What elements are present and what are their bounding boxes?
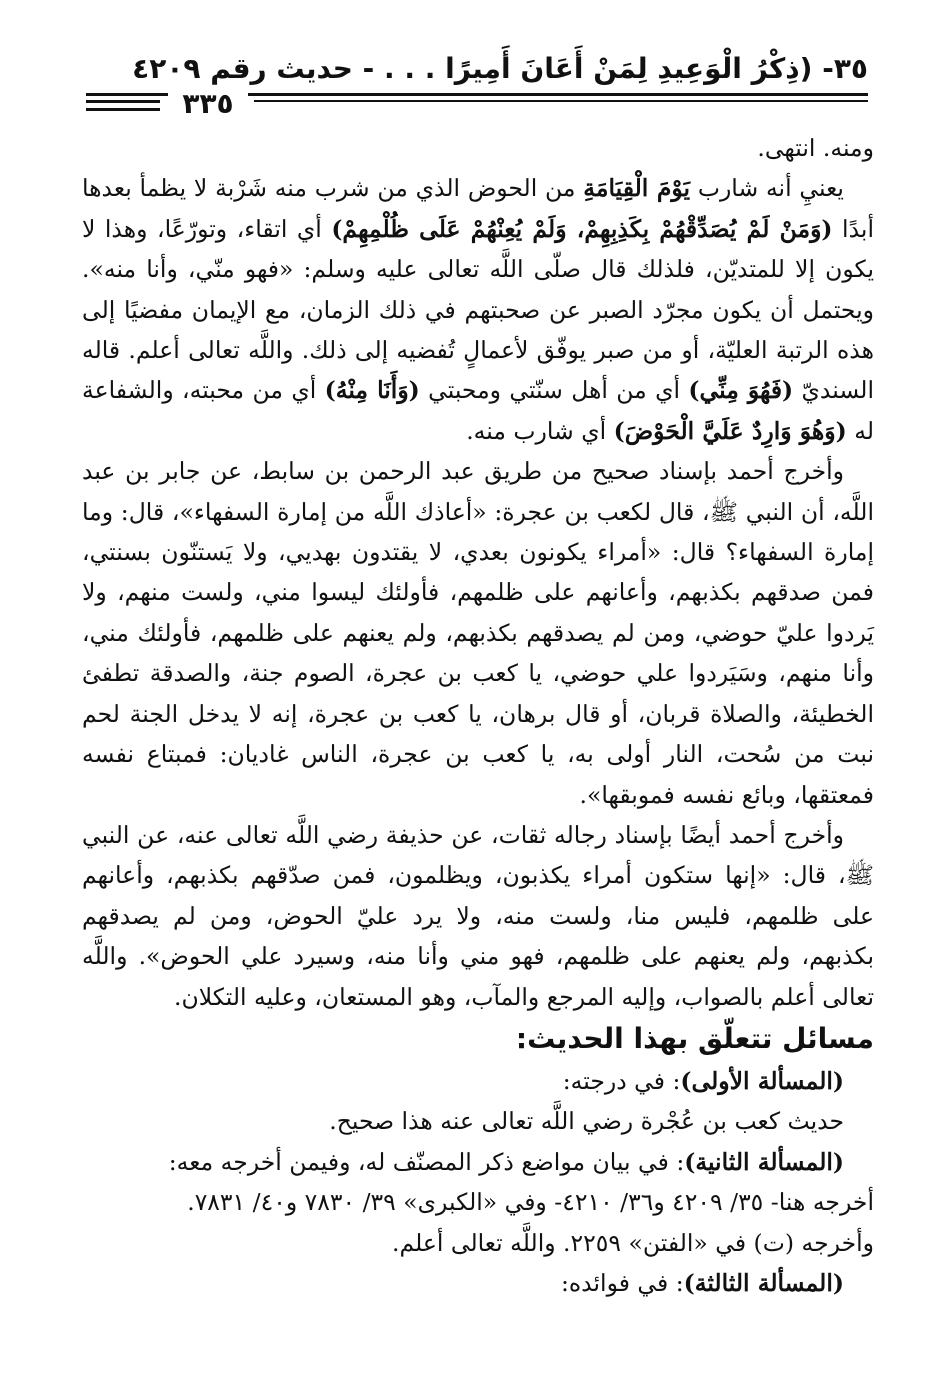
question-subject: : في بيان مواضع ذكر المصنّف له، وفيمن أخرجه معه:	[168, 1147, 685, 1176]
header-rule-secondary	[254, 100, 868, 102]
question-subject: : في درجته:	[562, 1066, 681, 1095]
section-heading: مسائل تتعلّق بهذا الحديث:	[515, 1021, 874, 1055]
page-number: ٣٣٥	[168, 86, 248, 122]
header-rule-short-lower	[86, 108, 160, 111]
question-title: (المسألة الثانية)	[684, 1147, 844, 1176]
quoted-phrase: يَوْمَ الْقِيَامَةِ	[583, 174, 691, 203]
quoted-phrase: (وَمَنْ لَمْ يُصَدِّقْهُمْ بِكَذِبِهِمْ، وَلَمْ يُعِنْهُمْ عَلَى ظُلْمِهِمْ)	[331, 214, 833, 243]
paragraph	[82, 168, 874, 451]
body-text	[82, 128, 874, 1303]
chapter-title: ٣٥- (ذِكْرُ الْوَعِيدِ لِمَنْ أَعَانَ أَمِيرًا . . . - حديث رقم ٤٢٠٩	[132, 52, 868, 85]
header-rule-short	[86, 100, 160, 103]
paragraph: وأخرج أحمد أيضًا بإسناد رجاله ثقات، عن حذيفة رضي اللَّه تعالى عنه، عن النبي ﷺ، قال: «إنها ستكون أمراء يكذبون، ويظلمون، فمن صدّقهم بكذبهم، وأعانهم على ظلمهم، فليس منا، ولست منه، ولا يرد عليّ الحوض، ومن لم يصدقهم بكذبهم، ولم يعنهم على ظلمهم، فهو مني وأنا منه، وسيرد علي الحوض». واللَّه تعالى أعلم بالصواب، وإليه المرجع والمآب، وهو المستعان، وعليه التكلان.	[82, 820, 874, 1011]
quoted-phrase: (وَأَنَا مِنْهُ)	[324, 376, 420, 405]
quoted-phrase: (فَهُوَ مِنِّي)	[688, 376, 794, 405]
question-subject: : في فوائده:	[560, 1268, 684, 1297]
question-title: (المسألة الأولى)	[680, 1066, 844, 1095]
text-run: من الحوض الذي من شرب منه شَرْبة لا يظمأ بعدها أبدًا	[82, 174, 874, 243]
page-header	[86, 46, 868, 120]
question-heading	[82, 1263, 874, 1303]
text-run: أي اتقاء، وتورّعًا، وهذا لا يكون إلا للمتديّن، فلذلك قال صلّى اللَّه تعالى عليه وسلم: «فهو منّي، وأنا منه». ويحتمل أن يكون مجرّد الصبر عن صحبتهم في ذلك الزمان، مع الإيمان مفضيًا إلى هذه الرتبة العليّة، أو من صبر يوفّق لأعمالٍ تُفضيه إلى ذلك. واللَّه تعالى أعلم. قاله السنديّ	[82, 214, 875, 405]
question-title: (المسألة الثالثة)	[683, 1268, 844, 1297]
question-heading	[82, 1061, 874, 1101]
quoted-phrase: (وَهُوَ وَارِدٌ عَلَيَّ الْحَوْضَ)	[613, 416, 847, 445]
question-heading	[82, 1142, 874, 1182]
paragraph: حديث كعب بن عُجْرة رضي اللَّه تعالى عنه هذا صحيح.	[329, 1107, 844, 1136]
paragraph: أخرجه هنا- ٣٥/ ٤٢٠٩ و٣٦/ ٤٢١٠- وفي «الكبرى» ٣٩/ ٧٨٣٠ و٤٠/ ٧٨٣١.	[187, 1188, 874, 1217]
paragraph: وأخرج أحمد بإسناد صحيح من طريق عبد الرحمن بن سابط، عن جابر بن عبد اللَّه، أن النبي ﷺ، قال لكعب بن عجرة: «أعاذك اللَّه من إمارة السفهاء»، قال: وما إمارة السفهاء؟ قال: «أمراء يكونون بعدي، لا يقتدون بهديي، ولا يَستنّون بسنتي، فمن صدقهم بكذبهم، وأعانهم على ظلمهم، فأولئك ليسوا مني، ولست منهم، ولا يَردوا عليّ حوضي، ومن لم يصدقهم بكذبهم، ولم يعنهم على ظلمهم، فأولئك مني، وأنا منهم، وسَيَردوا علي حوضي، يا كعب بن عجرة، الصوم جنة، والصدقة تطفئ الخطيئة، والصلاة قربان، أو قال برهان، يا كعب بن عجرة، إنه لا يدخل الجنة لحم نبت من سُحت، النار أولى به، يا كعب بن عجرة، الناس غاديان: فمبتاع نفسه فمعتقها، وبائع نفسه فموبقها».	[82, 457, 874, 809]
paragraph: ومنه. انتهى.	[757, 134, 874, 162]
text-run: أي من محبته، والشفاعة له	[82, 376, 874, 445]
text-run: يعنيِ أنه شارب	[690, 174, 844, 203]
paragraph: وأخرجه (ت) في «الفتن» ٢٢٥٩. واللَّه تعالى أعلم.	[391, 1228, 874, 1257]
text-run: أي من أهل سنّتي ومحبتي	[419, 376, 689, 405]
text-run: أي شارب منه.	[466, 416, 614, 445]
